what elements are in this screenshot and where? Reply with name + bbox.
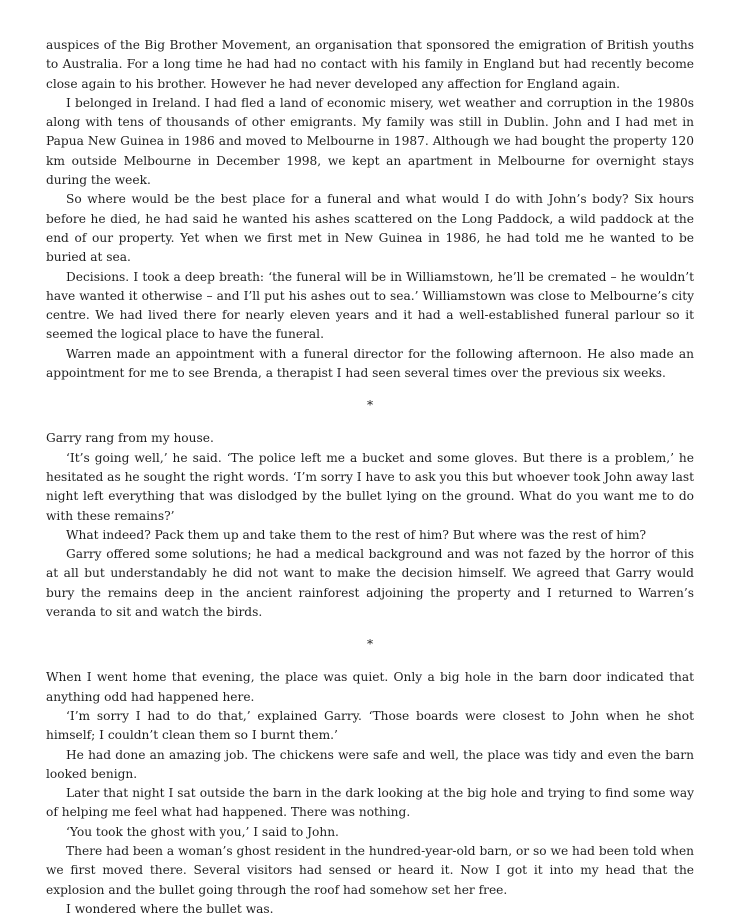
section-break-1: * [366, 398, 374, 413]
section-break-2: * [366, 637, 374, 652]
paragraph-decisions: Decisions. I took a deep breath: ‘the funeral will be in Williamstown, he’ll be cremated – he wouldn’t have wanted it otherwise – and I’ll put his ashes out to sea.’ Williamstown was close to Melbourne’s city centre. We had lived there for nearly eleven years and it had a well-established funeral parlour so it seemed the logical place to have the funeral. [46, 269, 694, 342]
paragraph-woman-ghost: There had been a woman’s ghost resident in the hundred-year-old barn, or so we had been told when we first moved there. Several visitors had sensed or heard it. Now I got it into my head that the explosion and the bullet going through the roof had somehow set her free. [46, 843, 694, 897]
paragraph-going-well: ‘It’s going well,’ he said. ‘The police left me a bucket and some gloves. But there is a problem,’ he hesitated as he sought the right words. ‘I’m sorry I have to ask you this but whoever took John away last night left everything that was dislodged by the bullet lying on the ground. What do you want me to do with these remains?’ [46, 450, 694, 523]
paragraph-later-that-night: Later that night I sat outside the barn in the dark looking at the big hole and trying to find some way of helping me feel what had happened. There was nothing. [46, 786, 694, 820]
paragraph-big-brother: auspices of the Big Brother Movement, an organisation that sponsored the emigration of British youths to Australia. For a long time he had had no contact with his family in England but had recently become close again to his brother. However he had never developed any affection for England again. [46, 38, 694, 91]
paragraph-what-indeed: What indeed? Pack them up and take them to the rest of him? But where was the rest of him? [66, 527, 647, 542]
paragraph-ireland: I belonged in Ireland. I had fled a land of economic misery, wet weather and corruption in the 1980s along with tens of thousands of other emigrants. My family was still in Dublin. John and I had met in Papua New Guinea in 1986 and moved to Melbourne in 1987. Although we had bought the property 120 km outside Melbourne in December 1998, we kept an apartment in Melbourne for overnight stays during the week. [46, 95, 694, 188]
paragraph-garry-solutions: Garry offered some solutions; he had a medical background and was not fazed by the horror of this at all but understandably he did not want to make the decision himself. We agreed that Garry would bury the remains deep in the ancient rainforest adjoining the property and I returned to Warren’s veranda to sit and watch the birds. [46, 547, 694, 620]
paragraph-funeral-question: So where would be the best place for a funeral and what would I do with John’s body? Six hours before he died, he had said he wanted his ashes scattered on the Long Paddock, a wild paddock at the end of our property. Yet when we first met in New Guinea in 1986, he had told me he wanted to be buried at sea. [46, 192, 694, 265]
paragraph-amazing-job: He had done an amazing job. The chickens were safe and well, the place was tidy and even the barn looked benign. [46, 747, 694, 781]
paragraph-garry-rang: Garry rang from my house. [46, 431, 214, 446]
paragraph-warren-appointment: Warren made an appointment with a funeral director for the following afternoon. He also made an appointment for me to see Brenda, a therapist I had seen several times over the previous six weeks. [46, 346, 694, 381]
paragraph-went-home: When I went home that evening, the place was quiet. Only a big hole in the barn door indicated that anything odd had happened here. [46, 670, 694, 704]
paragraph-burnt-boards: ‘I’m sorry I had to do that,’ explained Garry. ‘Those boards were closest to John when he shot himself; I couldn’t clean them so I burnt them.’ [46, 708, 694, 743]
paragraph-ghost-quote: ‘You took the ghost with you,’ I said to John. [66, 824, 339, 839]
paragraph-bullet: I wondered where the bullet was. [66, 901, 274, 916]
